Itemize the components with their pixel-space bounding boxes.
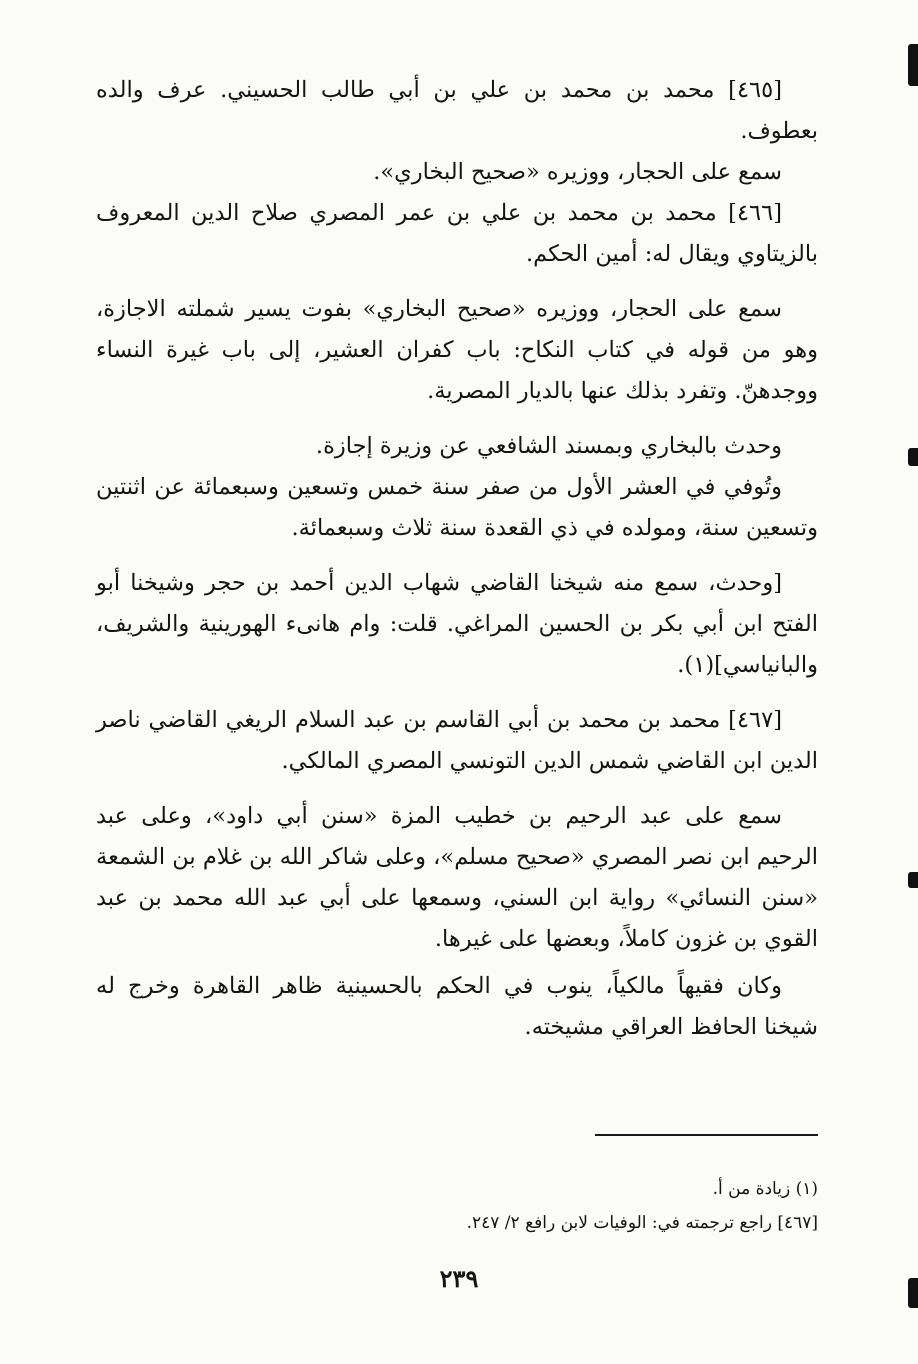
entry-467-heading: [٤٦٧] محمد بن محمد بن أبي القاسم بن عبد السلام الريغي القاضي ناصر الدين ابن القاضي شمس الدين التونسي المصري المالكي. <box>96 707 818 774</box>
scan-edge-mark <box>908 1278 918 1308</box>
entry-465-text: سمع على الحجار، ووزيره «صحيح البخاري». <box>373 159 782 185</box>
entry-467-career: وكان فقيهاً مالكياً، ينوب في الحكم بالحسينية ظاهر القاهرة وخرج له شيخنا الحافظ العراقي مشيخته. <box>96 973 818 1040</box>
entry-466-students: [وحدث، سمع منه شيخنا القاضي شهاب الدين أحمد بن حجر وشيخنا أبو الفتح ابن أبي بكر بن الحسين المراغي. قلت: وام هانىء الهورينية والشريف، والبانياسي](١). <box>96 570 818 678</box>
entry-466-text: سمع على الحجار، ووزيره «صحيح البخاري» بفوت يسير شملته الاجازة، وهو من قوله في كتاب النكاح: باب كفران العشير، إلى باب غيرة النساء ووجدهنّ. وتفرد بذلك عنها بالديار المصرية. <box>96 296 818 404</box>
footnotes <box>400 1172 818 1240</box>
footnote-divider <box>595 1134 818 1136</box>
entry-465-heading: [٤٦٥] محمد بن محمد بن علي بن أبي طالب الحسيني. عرف والده بعطوف. <box>96 77 818 144</box>
entry-467-text: سمع على عبد الرحيم بن خطيب المزة «سنن أبي داود»، وعلى عبد الرحيم ابن نصر المصري «صحيح مسلم»، وعلى شاكر الله بن غلام بن الشمعة «سنن النسائي» رواية ابن السني، وسمعها على أبي عبد الله محمد بن عبد القوي بن غزون كاملاً، وبعضها على غيرها. <box>96 803 818 952</box>
entry-466-heading: [٤٦٦] محمد بن محمد بن علي بن عمر المصري صلاح الدين المعروف بالزيتاوي ويقال له: أمين الحكم. <box>96 200 818 267</box>
entry-466-hadith: وحدث بالبخاري وبمسند الشافعي عن وزيرة إجازة. <box>315 433 782 459</box>
entry-466-death: وتُوفي في العشر الأول من صفر سنة خمس وتسعين وسبعمائة عن اثنتين وتسعين سنة، ومولده في ذي القعدة سنة ثلاث وسبعمائة. <box>96 474 818 541</box>
page-body <box>96 70 818 1048</box>
scan-edge-mark <box>908 872 918 888</box>
scan-edge-mark <box>908 44 918 86</box>
footnote-467: [٤٦٧] راجع ترجمته في: الوفيات لابن رافع ٢/ ٢٤٧. <box>466 1213 818 1233</box>
footnote-1: (١) زيادة من أ. <box>712 1179 818 1199</box>
page-number: ٢٣٩ <box>439 1264 479 1293</box>
scan-edge-mark <box>908 448 918 466</box>
